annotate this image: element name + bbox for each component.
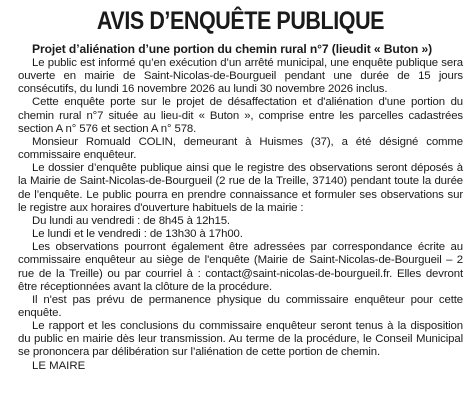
hours-weekdays: Du lundi au vendredi : de 8h45 à 12h15. <box>32 214 230 227</box>
paragraph-no-permanence: Il n'est pas prévu de permanence physique du commissaire enquêteur pour cette enquête. <box>18 293 463 319</box>
notice-title: AVIS D’ENQUÊTE PUBLIQUE <box>96 7 385 35</box>
paragraph-dossier: Le dossier d’enquête publique ainsi que le registre des observations seront déposés à la Mairie de Saint-Nicolas-de-Bourgueil (2 rue de la Treille, 37140) pendant toute la durée de l’enquête. Le public pourra en prendre connaissance et formuler ses observations sur le registre aux horaires d'ouverture habituels de la mairie : <box>18 162 463 214</box>
hours-monday-friday: Le lundi et le vendredi : de 13h30 à 17h00. <box>32 228 243 241</box>
paragraph-commissioner: Monsieur Romuald COLIN, demeurant à Huismes (37), a été désigné comme commissaire enquêteur. <box>18 135 463 162</box>
paragraph-subject: Cette enquête porte sur le projet de désaffectation et d'aliénation d'une portion du chemin rural n°7 située au lieu-dit « Buton », comprise entre les parcelles cadastrées section A n° 576 et section A n° 578. <box>18 96 463 135</box>
paragraph-report: Le rapport et les conclusions du commissaire enquêteur seront tenus à la disposition du public en mairie dès leur transmission. Au terme de la procédure, le Conseil Municipal se prononcera par délibération sur l’aliénation de cette portion de chemin. <box>18 320 463 359</box>
paragraph-announcement: Le public est informé qu’en exécution d’un arrêté municipal, une enquête publique sera ouverte en mairie de Saint-Nicolas-de-Bourgueil pendant une durée de 15 jours consécutifs, du lundi 16 novembre 2026 au lundi 30 novembre 2026 inclus. <box>18 57 463 96</box>
signature: LE MAIRE <box>32 359 86 372</box>
notice-subtitle: Projet d’aliénation d’une portion du chemin rural n°7 (lieudit « Buton ») <box>32 42 433 56</box>
paragraph-correspondence: Les observations pourront également être adressées par correspondance écrite au commissaire enquêteur au siège de l'enquête (Mairie de Saint-Nicolas-de-Bourgueil – 2 rue de la Treille) ou par courriel à : contact@saint-nicolas-de-bourgueil.fr. Elles devront être réceptionnées avant la clôture de la procédure. <box>18 241 463 293</box>
